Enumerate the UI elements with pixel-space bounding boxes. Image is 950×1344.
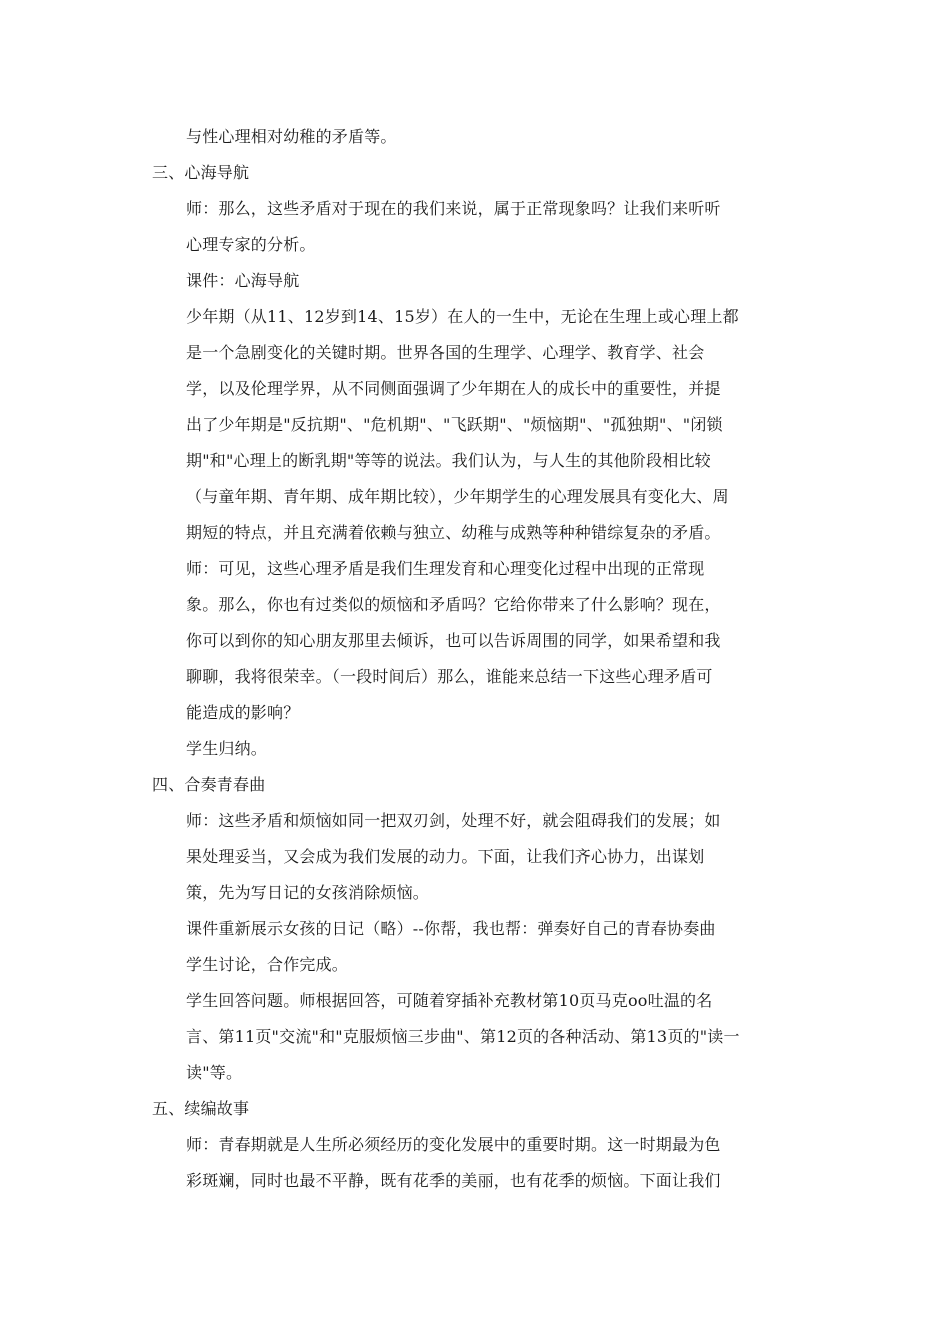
text-line: 读"等。 <box>186 1063 243 1082</box>
section-heading: 四、合奏青春曲 <box>152 775 266 794</box>
text-line: 师：青春期就是人生所必须经历的变化发展中的重要时期。这一时期最为色 <box>186 1135 721 1154</box>
text-line: 少年期（从11、12岁到14、15岁）在人的一生中，无论在生理上或心理上都 <box>186 307 739 326</box>
section-heading: 三、心海导航 <box>152 163 250 182</box>
text-line: 能造成的影响？ <box>186 703 300 722</box>
text-line: 彩斑斓，同时也最不平静，既有花季的美丽，也有花季的烦恼。下面让我们 <box>186 1171 721 1190</box>
text-line: 与性心理相对幼稚的矛盾等。 <box>186 127 397 146</box>
text-line: 师：这些矛盾和烦恼如同一把双刃剑，处理不好，就会阻碍我们的发展；如 <box>186 811 721 830</box>
text-line: 期短的特点，并且充满着依赖与独立、幼稚与成熟等种种错综复杂的矛盾。 <box>186 523 721 542</box>
text-line: 学生归纳。 <box>186 739 268 758</box>
text-line: 学，以及伦理学界，从不同侧面强调了少年期在人的成长中的重要性，并提 <box>186 379 721 398</box>
text-line: 聊聊，我将很荣幸。（一段时间后）那么，谁能来总结一下这些心理矛盾可 <box>186 667 713 686</box>
text-line: 期"和"心理上的断乳期"等等的说法。我们认为，与人生的其他阶段相比较 <box>186 451 711 470</box>
text-line: 你可以到你的知心朋友那里去倾诉，也可以告诉周围的同学，如果希望和我 <box>186 631 721 650</box>
section-heading: 五、续编故事 <box>152 1099 250 1118</box>
text-line: 师：可见，这些心理矛盾是我们生理发育和心理变化过程中出现的正常现 <box>186 559 705 578</box>
text-line: 出了少年期是"反抗期"、"危机期"、"飞跃期"、"烦恼期"、"孤独期"、"闭锁 <box>186 415 723 434</box>
text-line: 象。那么，你也有过类似的烦恼和矛盾吗？它给你带来了什么影响？现在， <box>186 595 721 614</box>
text-line: 是一个急剧变化的关键时期。世界各国的生理学、心理学、教育学、社会 <box>186 343 705 362</box>
text-line: 课件重新展示女孩的日记（略）--你帮，我也帮：弹奏好自己的青春协奏曲 <box>186 919 716 938</box>
text-line: （与童年期、青年期、成年期比较），少年期学生的心理发展具有变化大、周 <box>186 487 729 506</box>
text-line: 课件：心海导航 <box>186 271 300 290</box>
text-line: 言、第11页"交流"和"克服烦恼三步曲"、第12页的各种活动、第13页的"读一 <box>186 1027 740 1046</box>
text-line: 果处理妥当，又会成为我们发展的动力。下面，让我们齐心协力，出谋划 <box>186 847 705 866</box>
text-line: 心理专家的分析。 <box>186 235 316 254</box>
text-line: 师：那么，这些矛盾对于现在的我们来说，属于正常现象吗？让我们来听听 <box>186 199 721 218</box>
text-line: 策，先为写日记的女孩消除烦恼。 <box>186 883 430 902</box>
text-line: 学生讨论，合作完成。 <box>186 955 349 974</box>
text-line: 学生回答问题。师根据回答，可随着穿插补充教材第10页马克oo吐温的名 <box>186 991 713 1010</box>
